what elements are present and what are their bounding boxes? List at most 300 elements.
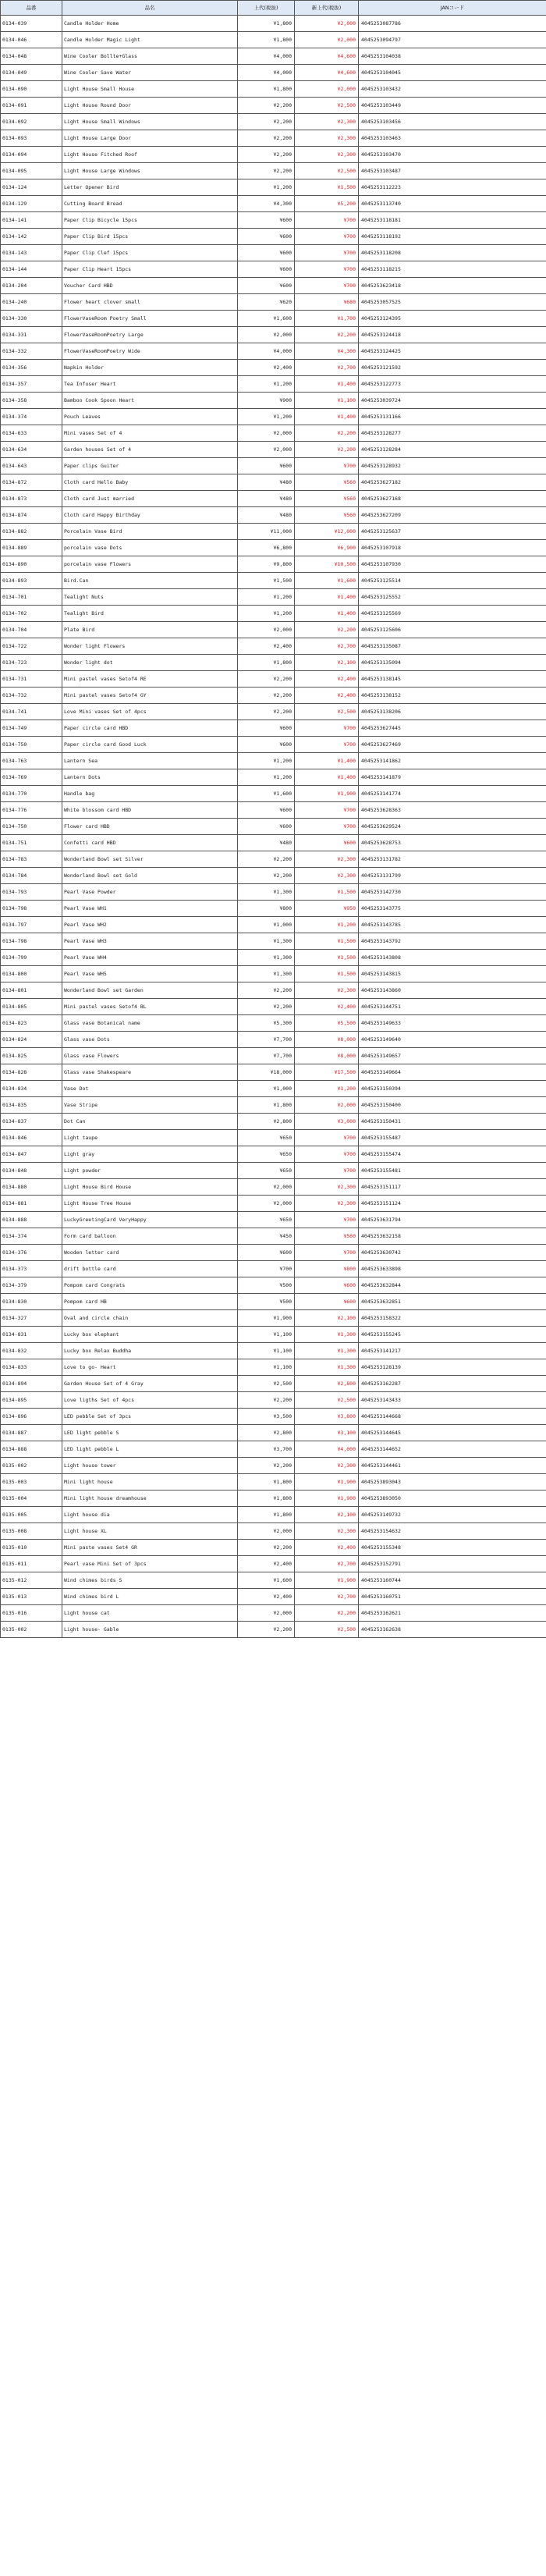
- product-name-cell: Paper circle card HBD: [62, 720, 238, 737]
- product-code-cell: 0134-848: [1, 1163, 62, 1179]
- table-row: [1, 98, 546, 114]
- product-name-cell: Pearl Vase WH3: [62, 933, 238, 950]
- jan-code-cell: 4045253087786: [359, 16, 546, 32]
- retail-price-cell: ¥1,300: [238, 966, 295, 982]
- new-retail-price-cell: ¥2,300: [295, 1458, 359, 1474]
- product-name-cell: Mini pastel vases Setof4 RE: [62, 671, 238, 688]
- product-code-cell: 0134-783: [1, 851, 62, 868]
- retail-price-cell: ¥2,200: [238, 163, 295, 179]
- new-retail-price-cell: ¥2,800: [295, 1376, 359, 1392]
- retail-price-cell: ¥9,800: [238, 556, 295, 573]
- jan-code-cell: 4045253893050: [359, 1491, 546, 1507]
- table-row: [1, 868, 546, 884]
- retail-price-cell: ¥600: [238, 261, 295, 278]
- product-code-cell: 0134-880: [1, 1179, 62, 1196]
- jan-code-cell: 4045253131799: [359, 868, 546, 884]
- table-row: [1, 48, 546, 65]
- product-code-cell: 0134-701: [1, 589, 62, 606]
- new-retail-price-cell: ¥2,700: [295, 638, 359, 655]
- jan-code-cell: 4045253632158: [359, 1228, 546, 1245]
- product-name-cell: Love Mini vases Set of 4pcs: [62, 704, 238, 720]
- jan-code-cell: 4045253143815: [359, 966, 546, 982]
- header-product-name: 品名: [62, 1, 238, 16]
- new-retail-price-cell: ¥2,400: [295, 688, 359, 704]
- product-name-cell: Voucher Card HBD: [62, 278, 238, 294]
- jan-code-cell: 4045253118215: [359, 261, 546, 278]
- new-retail-price-cell: ¥2,000: [295, 81, 359, 98]
- retail-price-cell: ¥3,700: [238, 1441, 295, 1458]
- retail-price-cell: ¥620: [238, 294, 295, 311]
- jan-code-cell: 4045253142730: [359, 884, 546, 901]
- product-name-cell: Wooden letter card: [62, 1245, 238, 1261]
- jan-code-cell: 4045253162638: [359, 1622, 546, 1638]
- product-code-cell: 0135-013: [1, 1589, 62, 1605]
- product-name-cell: Paper clips Guiter: [62, 458, 238, 474]
- product-name-cell: Paper Clip Clef 15pcs: [62, 245, 238, 261]
- new-retail-price-cell: ¥560: [295, 507, 359, 524]
- jan-code-cell: 4045253893043: [359, 1474, 546, 1491]
- product-name-cell: FlowerVaseRoomPoetry Large: [62, 327, 238, 343]
- product-code-cell: 0134-763: [1, 753, 62, 769]
- product-code-cell: 0134-896: [1, 1409, 62, 1425]
- table-row: [1, 1064, 546, 1081]
- product-name-cell: Paper Clip Heart 15pcs: [62, 261, 238, 278]
- product-code-cell: 0134-240: [1, 294, 62, 311]
- product-code-cell: 0134-823: [1, 1015, 62, 1032]
- product-code-cell: 0134-046: [1, 32, 62, 48]
- product-name-cell: Lantern Dots: [62, 769, 238, 786]
- product-code-cell: 0134-832: [1, 1343, 62, 1359]
- product-code-cell: 0135-002: [1, 1622, 62, 1638]
- product-code-cell: 0134-332: [1, 343, 62, 360]
- product-name-cell: Light house- Gable: [62, 1622, 238, 1638]
- product-name-cell: Tealight Nuts: [62, 589, 238, 606]
- jan-code-cell: 4045253103449: [359, 98, 546, 114]
- product-code-cell: 0134-093: [1, 130, 62, 147]
- table-row: [1, 327, 546, 343]
- retail-price-cell: ¥2,000: [238, 1179, 295, 1196]
- product-name-cell: Light gray: [62, 1146, 238, 1163]
- table-row: [1, 343, 546, 360]
- new-retail-price-cell: ¥2,300: [295, 851, 359, 868]
- retail-price-cell: ¥900: [238, 393, 295, 409]
- retail-price-cell: ¥600: [238, 737, 295, 753]
- table-row: [1, 196, 546, 212]
- new-retail-price-cell: ¥1,500: [295, 179, 359, 196]
- table-row: [1, 999, 546, 1015]
- new-retail-price-cell: ¥8,000: [295, 1048, 359, 1064]
- jan-code-cell: 4045253125552: [359, 589, 546, 606]
- retail-price-cell: ¥600: [238, 245, 295, 261]
- product-code-cell: 0134-828: [1, 1064, 62, 1081]
- table-row: [1, 311, 546, 327]
- product-name-cell: Glass vase Shakespeare: [62, 1064, 238, 1081]
- product-name-cell: Cloth card Happy Birthday: [62, 507, 238, 524]
- product-name-cell: Mini vases Set of 4: [62, 425, 238, 442]
- jan-code-cell: 4045253628753: [359, 835, 546, 851]
- new-retail-price-cell: ¥1,300: [295, 1327, 359, 1343]
- retail-price-cell: ¥480: [238, 491, 295, 507]
- new-retail-price-cell: ¥2,500: [295, 98, 359, 114]
- table-row: [1, 1163, 546, 1179]
- retail-price-cell: ¥2,200: [238, 704, 295, 720]
- product-name-cell: Pearl Vase WH4: [62, 950, 238, 966]
- retail-price-cell: ¥1,000: [238, 1081, 295, 1097]
- jan-code-cell: 4045253118208: [359, 245, 546, 261]
- table-row: [1, 622, 546, 638]
- jan-code-cell: 4045253104045: [359, 65, 546, 81]
- new-retail-price-cell: ¥600: [295, 835, 359, 851]
- product-name-cell: Light House Large Windows: [62, 163, 238, 179]
- table-row: [1, 442, 546, 458]
- retail-price-cell: ¥1,600: [238, 311, 295, 327]
- product-code-cell: 0135-005: [1, 1507, 62, 1523]
- product-code-cell: 0134-732: [1, 688, 62, 704]
- retail-price-cell: ¥1,300: [238, 950, 295, 966]
- jan-code-cell: 4045253155474: [359, 1146, 546, 1163]
- new-retail-price-cell: ¥2,700: [295, 1589, 359, 1605]
- product-name-cell: drift bottle card: [62, 1261, 238, 1277]
- product-name-cell: Pouch Leaves: [62, 409, 238, 425]
- retail-price-cell: ¥2,400: [238, 638, 295, 655]
- new-retail-price-cell: ¥1,900: [295, 1491, 359, 1507]
- table-row: [1, 1523, 546, 1540]
- new-retail-price-cell: ¥2,400: [295, 671, 359, 688]
- jan-code-cell: 4045253141217: [359, 1343, 546, 1359]
- retail-price-cell: ¥2,200: [238, 98, 295, 114]
- retail-price-cell: ¥650: [238, 1212, 295, 1228]
- product-code-cell: 0134-888: [1, 1212, 62, 1228]
- product-name-cell: Paper Clip Bird 15pcs: [62, 229, 238, 245]
- product-code-cell: 0134-831: [1, 1327, 62, 1343]
- table-row: [1, 1605, 546, 1622]
- table-row: [1, 147, 546, 163]
- new-retail-price-cell: ¥2,300: [295, 868, 359, 884]
- new-retail-price-cell: ¥700: [295, 802, 359, 819]
- product-name-cell: LED light pebble L: [62, 1441, 238, 1458]
- retail-price-cell: ¥2,400: [238, 1556, 295, 1572]
- jan-code-cell: 4045253143775: [359, 901, 546, 917]
- jan-code-cell: 4045253135094: [359, 655, 546, 671]
- retail-price-cell: ¥1,800: [238, 1507, 295, 1523]
- jan-code-cell: 4045253149664: [359, 1064, 546, 1081]
- table-row: [1, 1228, 546, 1245]
- product-name-cell: Flower heart clover small: [62, 294, 238, 311]
- jan-code-cell: 4045253149640: [359, 1032, 546, 1048]
- product-code-cell: 0135-004: [1, 1491, 62, 1507]
- product-name-cell: porcelain vase Flowers: [62, 556, 238, 573]
- product-code-cell: 0134-095: [1, 163, 62, 179]
- product-code-cell: 0134-799: [1, 950, 62, 966]
- new-retail-price-cell: ¥2,500: [295, 1622, 359, 1638]
- table-row: [1, 1441, 546, 1458]
- product-code-cell: 0134-798: [1, 933, 62, 950]
- retail-price-cell: ¥700: [238, 1261, 295, 1277]
- retail-price-cell: ¥2,000: [238, 442, 295, 458]
- product-code-cell: 0134-379: [1, 1277, 62, 1294]
- new-retail-price-cell: ¥3,000: [295, 1114, 359, 1130]
- table-row: [1, 130, 546, 147]
- retail-price-cell: ¥4,300: [238, 196, 295, 212]
- product-name-cell: Tea Infuser Heart: [62, 376, 238, 393]
- table-row: [1, 901, 546, 917]
- jan-code-cell: 4045253627209: [359, 507, 546, 524]
- retail-price-cell: ¥6,800: [238, 540, 295, 556]
- jan-code-cell: 4045253125514: [359, 573, 546, 589]
- table-row: [1, 360, 546, 376]
- product-code-cell: 0134-824: [1, 1032, 62, 1048]
- product-code-cell: 0134-889: [1, 540, 62, 556]
- retail-price-cell: ¥4,000: [238, 48, 295, 65]
- product-code-cell: 0134-830: [1, 1294, 62, 1310]
- product-name-cell: LuckyGreetingCard VeryHappy: [62, 1212, 238, 1228]
- product-code-cell: 0134-374: [1, 409, 62, 425]
- jan-code-cell: 4045253128932: [359, 458, 546, 474]
- table-row: [1, 917, 546, 933]
- table-row: [1, 1015, 546, 1032]
- new-retail-price-cell: ¥1,300: [295, 1343, 359, 1359]
- product-code-cell: 0134-751: [1, 835, 62, 851]
- jan-code-cell: 4045253155487: [359, 1130, 546, 1146]
- header-new-retail-price: 新上代(税抜): [295, 1, 359, 16]
- table-row: [1, 179, 546, 196]
- product-code-cell: 0134-801: [1, 982, 62, 999]
- product-code-cell: 0134-887: [1, 1425, 62, 1441]
- product-code-cell: 0134-090: [1, 81, 62, 98]
- table-row: [1, 1130, 546, 1146]
- jan-code-cell: 4045253057525: [359, 294, 546, 311]
- table-row: [1, 1277, 546, 1294]
- table-row: [1, 966, 546, 982]
- product-name-cell: Mini light house dreamhouse: [62, 1491, 238, 1507]
- new-retail-price-cell: ¥2,500: [295, 163, 359, 179]
- product-code-cell: 0134-129: [1, 196, 62, 212]
- product-name-cell: Wonderland Bowl set Gold: [62, 868, 238, 884]
- product-code-cell: 0134-374: [1, 1228, 62, 1245]
- product-name-cell: Handle bag: [62, 786, 238, 802]
- table-row: [1, 851, 546, 868]
- product-name-cell: Mini light house: [62, 1474, 238, 1491]
- product-code-cell: 0135-003: [1, 1474, 62, 1491]
- retail-price-cell: ¥2,200: [238, 1622, 295, 1638]
- retail-price-cell: ¥1,500: [238, 573, 295, 589]
- new-retail-price-cell: ¥2,400: [295, 999, 359, 1015]
- product-name-cell: Lantern Sea: [62, 753, 238, 769]
- table-row: [1, 114, 546, 130]
- product-code-cell: 0134-797: [1, 917, 62, 933]
- retail-price-cell: ¥1,900: [238, 1310, 295, 1327]
- new-retail-price-cell: ¥6,900: [295, 540, 359, 556]
- retail-price-cell: ¥1,200: [238, 606, 295, 622]
- product-name-cell: Paper circle card Good Luck: [62, 737, 238, 753]
- new-retail-price-cell: ¥2,000: [295, 32, 359, 48]
- new-retail-price-cell: ¥8,000: [295, 1032, 359, 1048]
- jan-code-cell: 4045253631794: [359, 1212, 546, 1228]
- product-name-cell: Light House Tree House: [62, 1196, 238, 1212]
- new-retail-price-cell: ¥700: [295, 458, 359, 474]
- jan-code-cell: 4045253125569: [359, 606, 546, 622]
- retail-price-cell: ¥480: [238, 507, 295, 524]
- table-row: [1, 1376, 546, 1392]
- product-code-cell: 0134-833: [1, 1359, 62, 1376]
- table-row: [1, 1425, 546, 1441]
- jan-code-cell: 4045253138145: [359, 671, 546, 688]
- product-code-cell: 0134-894: [1, 1376, 62, 1392]
- retail-price-cell: ¥11,000: [238, 524, 295, 540]
- product-name-cell: Candle Holder Home: [62, 16, 238, 32]
- table-row: [1, 1196, 546, 1212]
- new-retail-price-cell: ¥950: [295, 901, 359, 917]
- product-name-cell: Mini pastel vases Setof4 GY: [62, 688, 238, 704]
- product-name-cell: Oval and circle chain: [62, 1310, 238, 1327]
- new-retail-price-cell: ¥700: [295, 1163, 359, 1179]
- new-retail-price-cell: ¥600: [295, 1277, 359, 1294]
- product-name-cell: Vase Stripe: [62, 1097, 238, 1114]
- retail-price-cell: ¥1,300: [238, 933, 295, 950]
- product-code-cell: 0134-331: [1, 327, 62, 343]
- header-jan-code: JANコード: [359, 1, 546, 16]
- retail-price-cell: ¥600: [238, 720, 295, 737]
- jan-code-cell: 4045253149732: [359, 1507, 546, 1523]
- table-row: [1, 769, 546, 786]
- table-row: [1, 950, 546, 966]
- product-code-cell: 0134-893: [1, 573, 62, 589]
- jan-code-cell: 4045253627168: [359, 491, 546, 507]
- product-name-cell: Light House Fitched Roof: [62, 147, 238, 163]
- product-code-cell: 0134-895: [1, 1392, 62, 1409]
- product-name-cell: Porcelain Vase Bird: [62, 524, 238, 540]
- product-name-cell: Form card balloon: [62, 1228, 238, 1245]
- new-retail-price-cell: ¥560: [295, 491, 359, 507]
- new-retail-price-cell: ¥5,500: [295, 1015, 359, 1032]
- jan-code-cell: 4045253125606: [359, 622, 546, 638]
- jan-code-cell: 4045253143433: [359, 1392, 546, 1409]
- product-code-cell: 0135-011: [1, 1556, 62, 1572]
- new-retail-price-cell: ¥1,300: [295, 1359, 359, 1376]
- product-code-cell: 0134-633: [1, 425, 62, 442]
- retail-price-cell: ¥2,000: [238, 1605, 295, 1622]
- new-retail-price-cell: ¥700: [295, 737, 359, 753]
- product-code-cell: 0134-837: [1, 1114, 62, 1130]
- new-retail-price-cell: ¥700: [295, 261, 359, 278]
- table-row: [1, 1343, 546, 1359]
- product-name-cell: Cutting Board Bread: [62, 196, 238, 212]
- table-row: [1, 655, 546, 671]
- table-row: [1, 1114, 546, 1130]
- retail-price-cell: ¥4,000: [238, 343, 295, 360]
- new-retail-price-cell: ¥600: [295, 1294, 359, 1310]
- product-code-cell: 0134-142: [1, 229, 62, 245]
- retail-price-cell: ¥450: [238, 1228, 295, 1245]
- new-retail-price-cell: ¥1,400: [295, 606, 359, 622]
- product-name-cell: Wonderland Bowl set Silver: [62, 851, 238, 868]
- jan-code-cell: 4045253122773: [359, 376, 546, 393]
- new-retail-price-cell: ¥2,200: [295, 1605, 359, 1622]
- table-row: [1, 163, 546, 179]
- product-name-cell: Bamboo Cook Spoon Heart: [62, 393, 238, 409]
- product-name-cell: White blossom card HBD: [62, 802, 238, 819]
- retail-price-cell: ¥1,300: [238, 884, 295, 901]
- jan-code-cell: 4045253162621: [359, 1605, 546, 1622]
- jan-code-cell: 4045253143785: [359, 917, 546, 933]
- product-name-cell: Pompom card Congrats: [62, 1277, 238, 1294]
- product-code-cell: 0134-356: [1, 360, 62, 376]
- retail-price-cell: ¥1,100: [238, 1327, 295, 1343]
- jan-code-cell: 4045253107930: [359, 556, 546, 573]
- product-name-cell: Confetti card HBD: [62, 835, 238, 851]
- table-row: [1, 32, 546, 48]
- new-retail-price-cell: ¥2,700: [295, 1556, 359, 1572]
- table-row: [1, 1491, 546, 1507]
- product-code-cell: 0134-643: [1, 458, 62, 474]
- table-row: [1, 1392, 546, 1409]
- retail-price-cell: ¥2,000: [238, 327, 295, 343]
- new-retail-price-cell: ¥4,600: [295, 65, 359, 81]
- product-name-cell: Pearl Vase WH1: [62, 901, 238, 917]
- jan-code-cell: 4045253144461: [359, 1458, 546, 1474]
- product-name-cell: Light House Round Door: [62, 98, 238, 114]
- table-row: [1, 556, 546, 573]
- new-retail-price-cell: ¥4,300: [295, 343, 359, 360]
- new-retail-price-cell: ¥700: [295, 1245, 359, 1261]
- table-row: [1, 1572, 546, 1589]
- jan-code-cell: 4045253144652: [359, 1441, 546, 1458]
- retail-price-cell: ¥2,000: [238, 1196, 295, 1212]
- new-retail-price-cell: ¥800: [295, 1261, 359, 1277]
- product-name-cell: Cloth card Hello Baby: [62, 474, 238, 491]
- jan-code-cell: 4045253144751: [359, 999, 546, 1015]
- new-retail-price-cell: ¥10,500: [295, 556, 359, 573]
- jan-code-cell: 4045253627445: [359, 720, 546, 737]
- product-code-cell: 0134-722: [1, 638, 62, 655]
- table-row: [1, 1327, 546, 1343]
- header-product-code: 品番: [1, 1, 62, 16]
- jan-code-cell: 4045253155348: [359, 1540, 546, 1556]
- table-row: [1, 1507, 546, 1523]
- retail-price-cell: ¥1,200: [238, 179, 295, 196]
- jan-code-cell: 4045253118192: [359, 229, 546, 245]
- jan-code-cell: 4045253135087: [359, 638, 546, 655]
- table-row: [1, 688, 546, 704]
- product-name-cell: LED light pebble S: [62, 1425, 238, 1441]
- table-row: [1, 720, 546, 737]
- product-code-cell: 0134-358: [1, 393, 62, 409]
- product-code-cell: 0134-357: [1, 376, 62, 393]
- new-retail-price-cell: ¥560: [295, 474, 359, 491]
- table-row: [1, 524, 546, 540]
- new-retail-price-cell: ¥560: [295, 1228, 359, 1245]
- new-retail-price-cell: ¥2,500: [295, 1392, 359, 1409]
- product-name-cell: Glass vase Dots: [62, 1032, 238, 1048]
- product-code-cell: 0135-002: [1, 1458, 62, 1474]
- retail-price-cell: ¥2,000: [238, 1523, 295, 1540]
- new-retail-price-cell: ¥3,800: [295, 1409, 359, 1425]
- jan-code-cell: 4045253107918: [359, 540, 546, 556]
- new-retail-price-cell: ¥700: [295, 278, 359, 294]
- product-name-cell: Light house tower: [62, 1458, 238, 1474]
- retail-price-cell: ¥2,800: [238, 1114, 295, 1130]
- product-name-cell: Plate Bird: [62, 622, 238, 638]
- retail-price-cell: ¥1,000: [238, 917, 295, 933]
- table-row: [1, 1294, 546, 1310]
- table-row: [1, 737, 546, 753]
- table-row: [1, 1081, 546, 1097]
- new-retail-price-cell: ¥1,400: [295, 409, 359, 425]
- table-row: [1, 1409, 546, 1425]
- product-code-cell: 0134-330: [1, 311, 62, 327]
- product-code-cell: 0134-749: [1, 720, 62, 737]
- table-row: [1, 507, 546, 524]
